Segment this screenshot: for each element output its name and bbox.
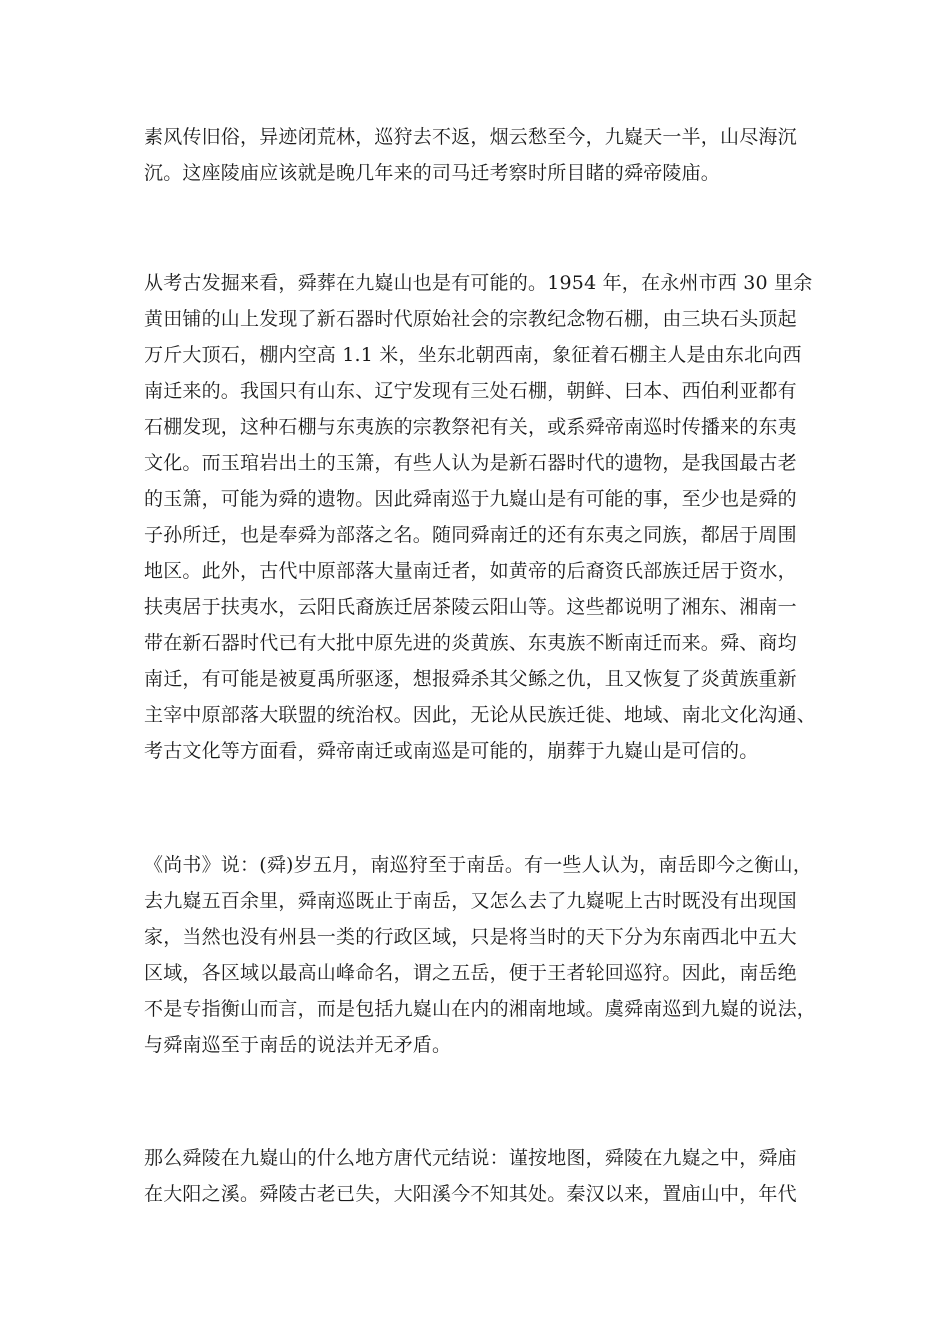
- text-line: 素风传旧俗，异迹闭荒林，巡狩去不返，烟云愁至今，九嶷天一半，山尽海沉: [144, 126, 797, 148]
- text-line: 子孙所迁，也是奉舜为部落之名。随同舜南迁的还有东夷之同族，都居于周围: [144, 524, 797, 546]
- text-line: 不是专指衡山而言，而是包括九嶷山在内的湘南地域。虞舜南巡到九嶷的说法，: [144, 998, 817, 1020]
- text-line: 主宰中原部落大联盟的统治权。因此，无论从民族迁徙、地域、南北文化沟通、: [144, 704, 817, 726]
- paragraph-3: [144, 847, 816, 1063]
- text-line: 万斤大顶石，棚内空高 1.1 米，坐东北朝西南，象征着石棚主人是由东北向西: [144, 344, 802, 366]
- text-line: 石棚发现，这种石棚与东夷族的宗教祭祀有关，或系舜帝南巡时传播来的东夷: [144, 416, 797, 438]
- text-line: 南迁，有可能是被夏禹所驱逐，想报舜杀其父鲧之仇，且又恢复了炎黄族重新: [144, 668, 797, 690]
- text-line: 地区。此外，古代中原部落大量南迁者，如黄帝的后裔资氏部族迁居于资水，: [144, 560, 797, 582]
- text-line: 南迁来的。我国只有山东、辽宁发现有三处石棚，朝鲜、曰本、西伯利亚都有: [144, 380, 797, 402]
- text-line: 带在新石器时代已有大批中原先进的炎黄族、东夷族不断南迁而来。舜、商均: [144, 632, 797, 654]
- text-line: 从考古发掘来看，舜葬在九嶷山也是有可能的。1954 年，在永州市西 30 里余: [144, 272, 813, 294]
- text-line: 那么舜陵在九嶷山的什么地方唐代元结说：谨按地图，舜陵在九嶷之中，舜庙: [144, 1147, 797, 1169]
- text-line: 沉。这座陵庙应该就是晚几年来的司马迁考察时所目睹的舜帝陵庙。: [144, 162, 721, 184]
- text-line: 《尚书》说：(舜)岁五月，南巡狩至于南岳。有一些人认为，南岳即今之衡山，: [144, 854, 813, 876]
- paragraph-4: [144, 1140, 797, 1212]
- text-line: 区域，各区域以最高山峰命名，谓之五岳，便于王者轮回巡狩。因此，南岳绝: [144, 962, 797, 984]
- text-line: 去九嶷五百余里，舜南巡既止于南岳，又怎么去了九嶷呢上古时既没有出现国: [144, 890, 797, 912]
- text-line: 考古文化等方面看，舜帝南迁或南巡是可能的，崩葬于九嶷山是可信的。: [144, 740, 759, 762]
- text-line: 在大阳之溪。舜陵古老已失，大阳溪今不知其处。秦汉以来，置庙山中，年代: [144, 1183, 797, 1205]
- paragraph-1: [144, 119, 797, 191]
- text-line: 的玉箫，可能为舜的遗物。因此舜南巡于九嶷山是有可能的事，至少也是舜的: [144, 488, 797, 510]
- text-line: 与舜南巡至于南岳的说法并无矛盾。: [144, 1034, 452, 1056]
- text-line: 扶夷居于扶夷水，云阳氏裔族迁居茶陵云阳山等。这些都说明了湘东、湘南一: [144, 596, 797, 618]
- text-line: 文化。而玉琯岩出土的玉箫，有些人认为是新石器时代的遗物，是我国最古老: [144, 452, 797, 474]
- text-line: 黄田铺的山上发现了新石器时代原始社会的宗教纪念物石棚，由三块石头顶起: [144, 308, 797, 330]
- text-line: 家，当然也没有州县一类的行政区域，只是将当时的天下分为东南西北中五大: [144, 926, 797, 948]
- paragraph-2: [144, 265, 816, 769]
